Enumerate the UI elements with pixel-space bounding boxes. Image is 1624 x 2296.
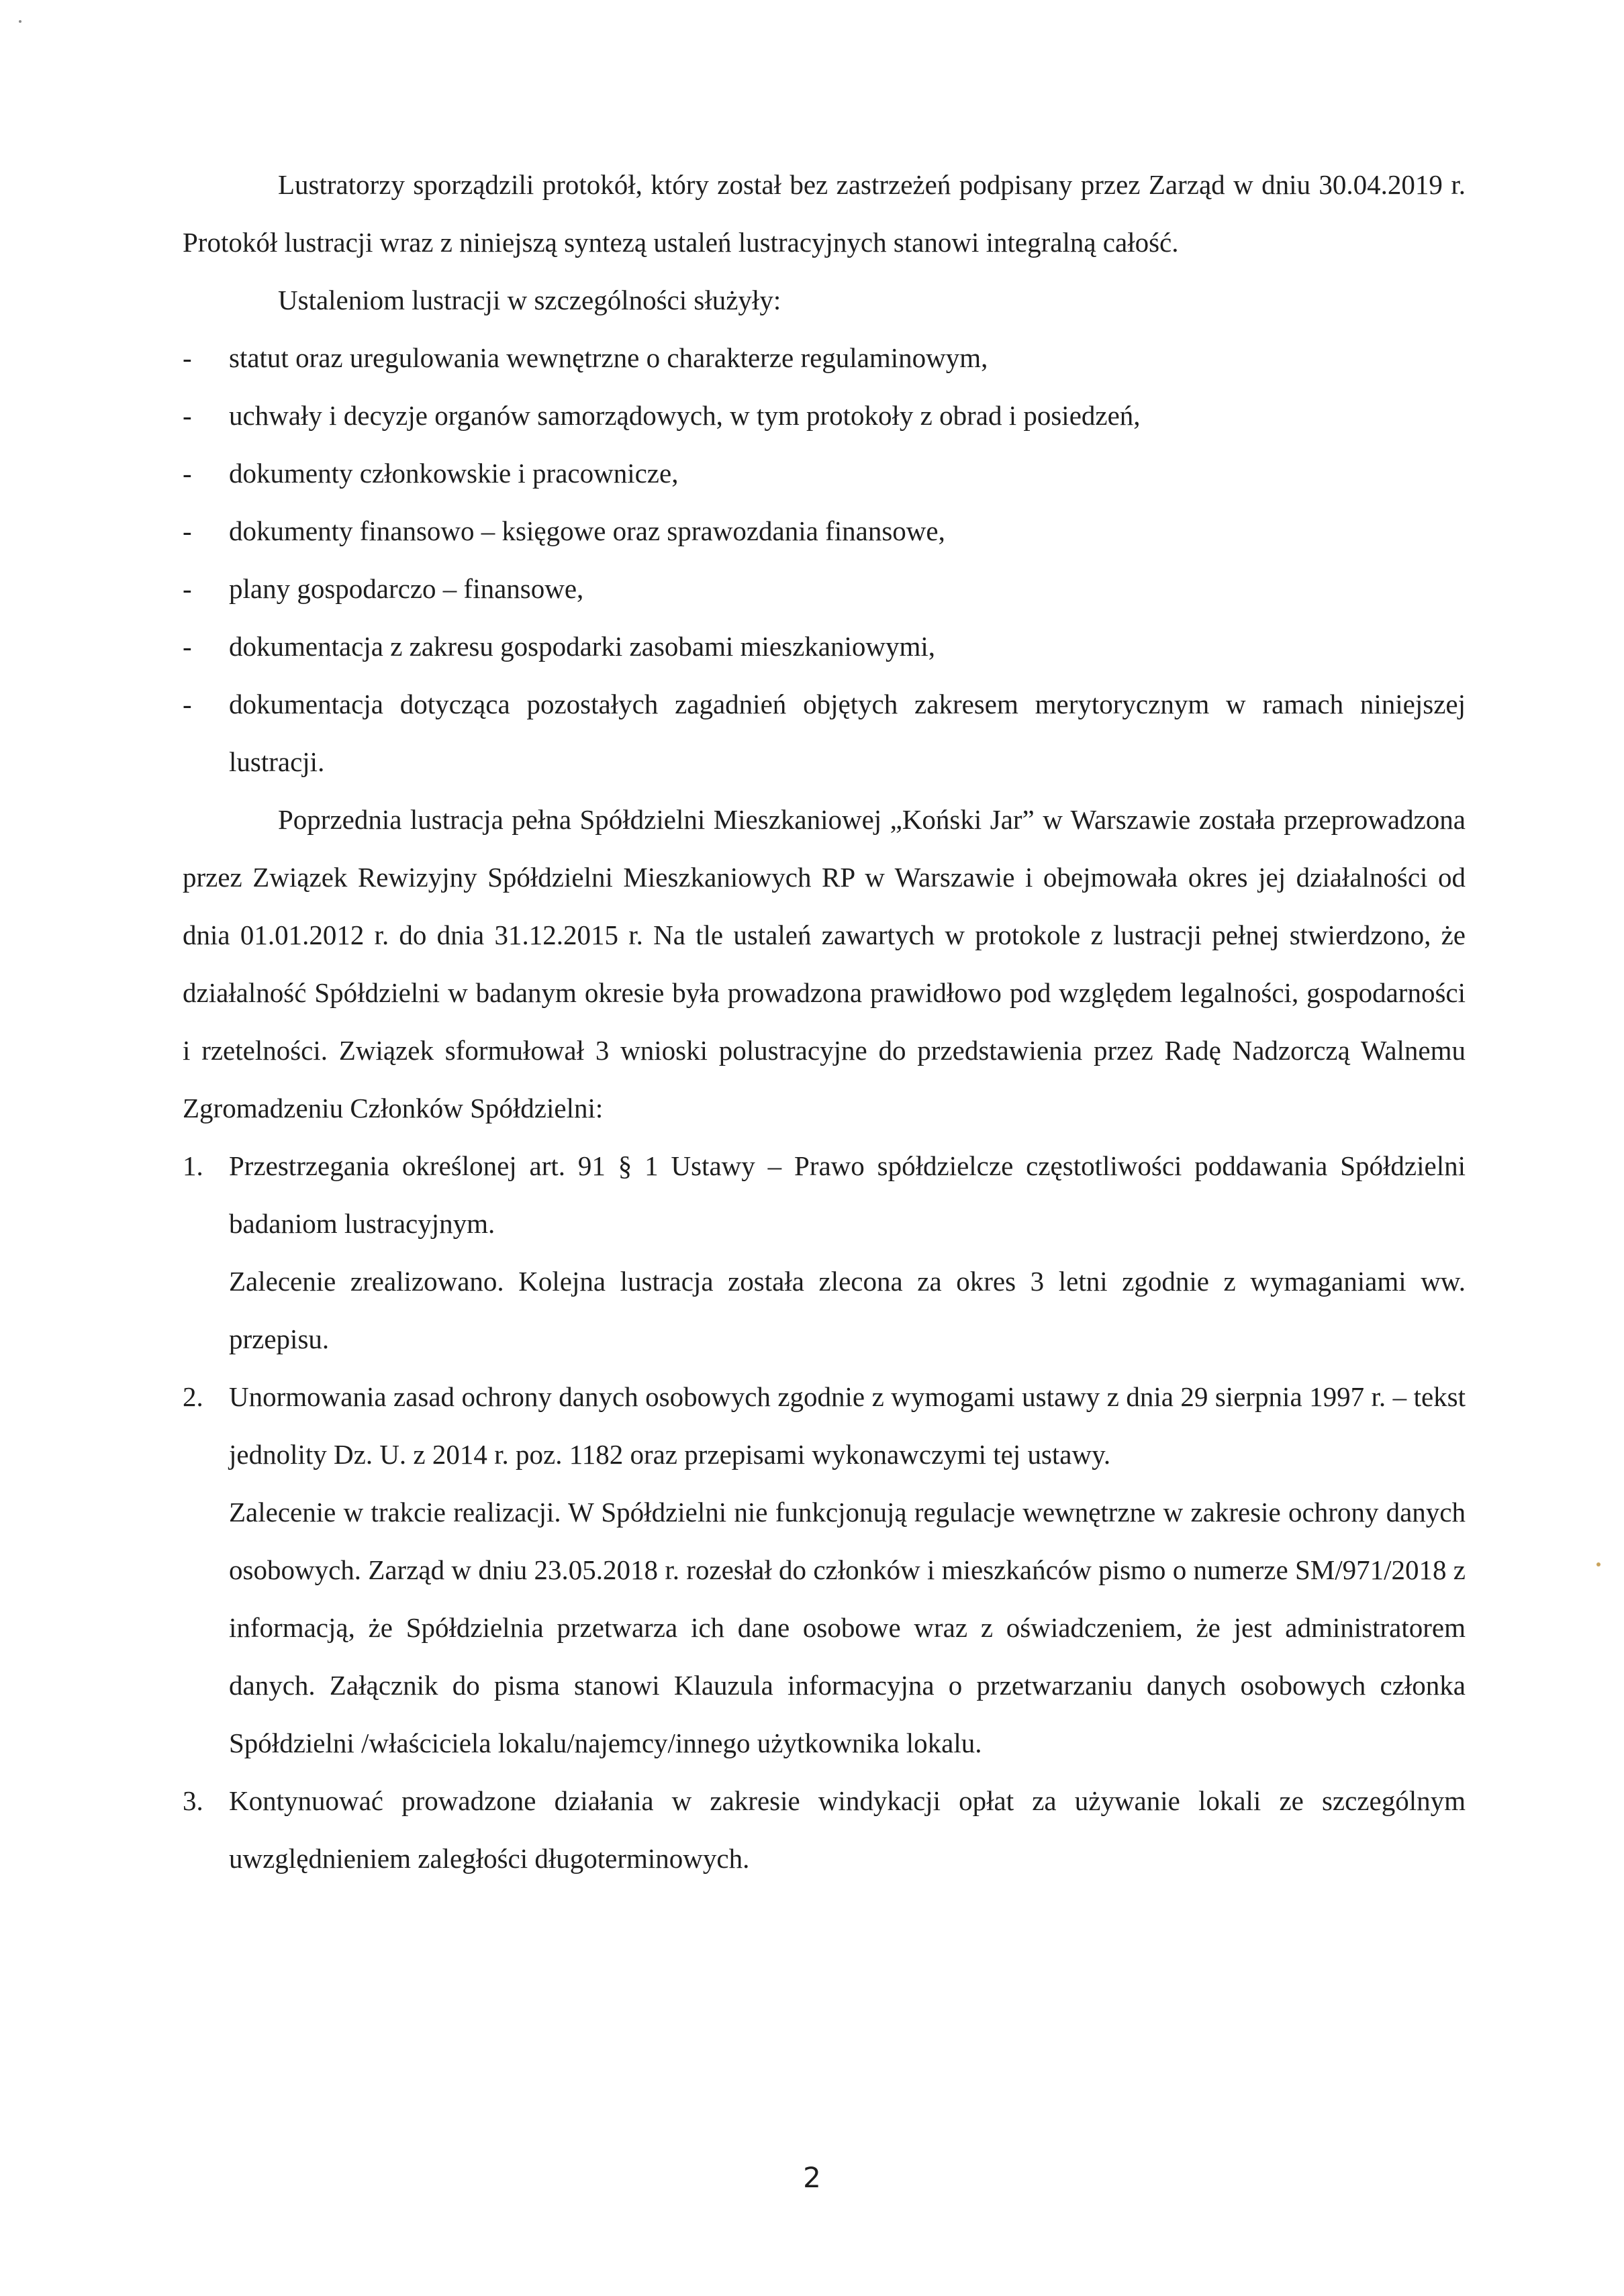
bullet-marker: - — [183, 631, 192, 662]
scan-speck — [19, 20, 21, 23]
list-item-text: dokumenty członkowskie i pracownicze, — [229, 458, 679, 489]
recommendation-number: 1. — [183, 1150, 203, 1181]
list-item — [183, 560, 1466, 617]
recommendation-text: Przestrzegania określonej art. 91 § 1 Ustawy – Prawo spółdzielcze częstotliwości poddawania Spółdzielni badaniom lustracyjnym. — [229, 1150, 1466, 1239]
list-item — [183, 675, 1466, 791]
intro-paragraph: Lustratorzy sporządzili protokół, który został bez zastrzeżeń podpisany przez Zarząd w dniu 30.04.2019 r. Protokół lustracji wraz z niniejszą syntezą ustaleń lustracyjnych stanowi integralną całość. — [183, 169, 1466, 258]
previous-audit-paragraph: Poprzednia lustracja pełna Spółdzielni Mieszkaniowej „Koński Jar” w Warszawie została przeprowadzona przez Związek Rewizyjny Spółdzielni Mieszkaniowych RP w Warszawie i obejmowała okres jej działalności od dnia 01.01.2012 r. do dnia 31.12.2015 r. Na tle ustaleń zawartych w protokole z lustracji pełnej stwierdzono, że działalność Spółdzielni w badanym okresie była prowadzona prawidłowo pod względem legalności, gospodarności i rzetelności. Związek sformułował 3 wnioski polustracyjne do przedstawienia przez Radę Nadzorczą Walnemu Zgromadzeniu Członków Spółdzielni: — [183, 804, 1466, 1124]
list-item-text: dokumentacja dotycząca pozostałych zagadnień objętych zakresem merytorycznym w ramach niniejszej lustracji. — [229, 689, 1466, 777]
recommendation-number: 2. — [183, 1381, 203, 1412]
list-item-text: dokumentacja z zakresu gospodarki zasobami mieszkaniowymi, — [229, 631, 936, 662]
bullet-marker: - — [183, 458, 192, 489]
bullet-marker: - — [183, 342, 192, 373]
recommendation-status: Zalecenie zrealizowano. Kolejna lustracja została zlecona za okres 3 letni zgodnie z wymaganiami ww. przepisu. — [229, 1266, 1466, 1354]
list-item-text: statut oraz uregulowania wewnętrzne o charakterze regulaminowym, — [229, 342, 988, 373]
list-item — [183, 502, 1466, 560]
recommendation-status: Zalecenie w trakcie realizacji. W Spółdzielni nie funkcjonują regulacje wewnętrzne w zakresie ochrony danych osobowych. Zarząd w dniu 23.05.2018 r. rozesłał do członków i mieszkańców pismo o numerze SM/971/2018 z informacją, że Spółdzielnia przetwarza ich dane osobowe wraz z oświadczeniem, że jest administratorem danych. Załącznik do pisma stanowi Klauzula informacyjna o przetwarzaniu danych osobowych członka Spółdzielni /właściciela lokalu/najemcy/innego użytkownika lokalu. — [229, 1497, 1466, 1758]
list-item-text: plany gospodarczo – finansowe, — [229, 573, 584, 604]
list-item — [183, 444, 1466, 502]
sources-intro: Ustaleniom lustracji w szczególności służyły: — [278, 285, 781, 315]
sources-list — [183, 329, 1466, 791]
scan-speck — [1596, 1562, 1601, 1566]
recommendation-text: Unormowania zasad ochrony danych osobowych zgodnie z wymogami ustawy z dnia 29 sierpnia 1997 r. – tekst jednolity Dz. U. z 2014 r. poz. 1182 oraz przepisami wykonawczymi tej ustawy. — [229, 1381, 1466, 1470]
recommendation-item — [183, 1772, 1466, 1887]
list-item — [183, 329, 1466, 387]
bullet-marker: - — [183, 573, 192, 604]
recommendations-list — [183, 1137, 1466, 1887]
list-item-text: dokumenty finansowo – księgowe oraz sprawozdania finansowe, — [229, 515, 945, 546]
page-number: 2 — [803, 2161, 821, 2194]
list-item — [183, 617, 1466, 675]
document-body — [183, 156, 1466, 1887]
recommendation-item — [183, 1137, 1466, 1368]
bullet-marker: - — [183, 689, 192, 719]
recommendation-item — [183, 1368, 1466, 1772]
bullet-marker: - — [183, 400, 192, 431]
list-item — [183, 387, 1466, 444]
recommendation-number: 3. — [183, 1785, 203, 1816]
recommendation-text: Kontynuować prowadzone działania w zakresie windykacji opłat za używanie lokali ze szczególnym uwzględnieniem zaległości długoterminowych. — [229, 1785, 1466, 1874]
bullet-marker: - — [183, 515, 192, 546]
list-item-text: uchwały i decyzje organów samorządowych, w tym protokoły z obrad i posiedzeń, — [229, 400, 1141, 431]
